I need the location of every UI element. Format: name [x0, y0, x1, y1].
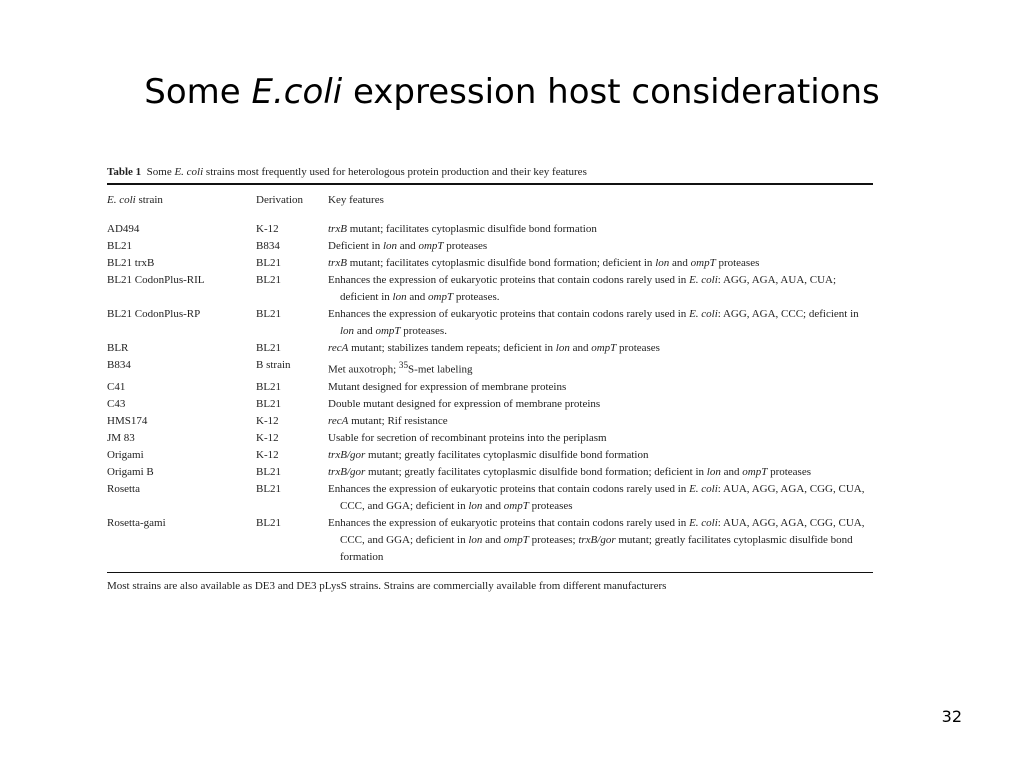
- title-suffix: expression host considerations: [342, 72, 880, 112]
- features-cell: [328, 447, 873, 464]
- feature-text: : AUA, AGG, AGA, CGG, CUA, CCC, and GGA; deficient in: [340, 482, 865, 512]
- feature-text: ompT: [690, 257, 716, 269]
- derivation-cell: BL21: [256, 342, 282, 354]
- table-row: [107, 430, 873, 447]
- features-cell: [328, 272, 873, 306]
- feature-text: and: [406, 291, 428, 303]
- strain-cell: BL21 CodonPlus-RIL: [107, 274, 205, 286]
- table-row: [107, 238, 873, 255]
- features-cell: [328, 340, 873, 357]
- feature-text: and: [669, 257, 691, 269]
- feature-text: and: [569, 342, 592, 354]
- feature-text: mutant; greatly facilitates cytoplasmic disulfide bond formation; deficient in: [365, 465, 707, 478]
- feature-text: and: [397, 240, 419, 252]
- feature-text: mutant; greatly facilitates cytoplasmic disulfide bond formation: [365, 448, 649, 461]
- table-row: [107, 464, 873, 481]
- table-caption-post: strains most frequently used for heterologous protein production and their key features: [203, 166, 587, 178]
- feature-text: proteases: [443, 240, 488, 252]
- feature-text: Double mutant designed for expression of membrane proteins: [328, 397, 601, 410]
- derivation-cell: K-12: [256, 448, 279, 461]
- feature-text: Enhances the expression of eukaryotic proteins that contain codons rarely used in: [328, 482, 690, 495]
- slide-title: [0, 72, 1024, 112]
- feature-text: Enhances the expression of eukaryotic proteins that contain codons rarely used in: [328, 516, 690, 529]
- feature-text: mutant; stabilizes tandem repeats; deficient in: [348, 342, 556, 354]
- feature-text: Usable for secretion of recombinant proteins into the periplasm: [328, 431, 607, 444]
- feature-text: recA: [328, 342, 349, 354]
- features-cell: [328, 464, 873, 481]
- header-features: Key features: [328, 194, 384, 206]
- strain-cell: BLR: [107, 342, 129, 354]
- feature-text: mutant; greatly facilitates cytoplasmic disulfide bond formation: [340, 533, 853, 563]
- header-row: [107, 185, 873, 215]
- header-strain: [107, 185, 256, 215]
- derivation-cell: BL21: [256, 380, 282, 393]
- table-caption-italic: E. coli: [174, 166, 204, 178]
- feature-text: 35: [398, 360, 409, 370]
- table-row: [107, 481, 873, 515]
- strain-cell: BL21 trxB: [107, 257, 155, 269]
- table-footnote: Most strains are also available as DE3 and DE3 pLysS strains. Strains are commercially available from different manufacturers: [107, 579, 667, 592]
- derivation-cell: BL21: [256, 482, 282, 495]
- feature-text: proteases: [715, 257, 760, 269]
- strain-cell: C41: [107, 380, 126, 393]
- table-body: [107, 215, 873, 572]
- feature-text: lon: [382, 240, 398, 252]
- table-row: [107, 272, 873, 306]
- strain-cell: Rosetta-gami: [107, 516, 166, 529]
- strain-table-figure: [107, 163, 873, 594]
- feature-text: Met auxotroph;: [328, 363, 399, 376]
- feature-text: trxB/gor: [328, 465, 366, 478]
- strain-table: [107, 185, 873, 572]
- derivation-cell: K-12: [256, 223, 279, 235]
- table-row: [107, 255, 873, 272]
- feature-text: and: [482, 533, 504, 546]
- table-row: [107, 413, 873, 430]
- strain-cell: AD494: [107, 223, 140, 235]
- header-strain-rest: strain: [135, 194, 163, 206]
- table-caption-label: Table 1: [107, 166, 142, 178]
- features-cell: [328, 379, 873, 396]
- feature-text: ompT: [428, 291, 454, 303]
- table-row: [107, 379, 873, 396]
- strain-cell: Origami: [107, 448, 144, 461]
- feature-text: ompT: [742, 465, 768, 478]
- feature-text: ompT: [503, 499, 529, 512]
- features-cell: [328, 357, 873, 379]
- features-cell: [328, 515, 873, 572]
- feature-text: Mutant designed for expression of membrane proteins: [328, 380, 567, 393]
- feature-text: trxB: [328, 223, 347, 235]
- table-row: [107, 396, 873, 413]
- feature-text: lon: [555, 342, 570, 354]
- derivation-cell: BL21: [256, 465, 282, 478]
- table-row: [107, 447, 873, 464]
- title-prefix: Some: [144, 72, 252, 112]
- feature-text: ompT: [375, 325, 401, 337]
- feature-text: : AGG, AGA, AUA, CUA; deficient in: [340, 274, 837, 303]
- derivation-cell: BL21: [256, 274, 282, 286]
- strain-cell: BL21: [107, 240, 133, 252]
- feature-text: and: [354, 325, 376, 337]
- features-cell: [328, 413, 873, 430]
- feature-text: proteases;: [528, 533, 579, 546]
- derivation-cell: BL21: [256, 516, 282, 529]
- strain-cell: BL21 CodonPlus-RP: [107, 308, 201, 320]
- table-row: [107, 340, 873, 357]
- feature-text: mutant; facilitates cytoplasmic disulfide bond formation: [346, 223, 597, 235]
- feature-text: recA: [328, 414, 349, 427]
- header-derivation: Derivation: [256, 194, 304, 206]
- table-caption: [107, 163, 873, 183]
- feature-text: S-met labeling: [408, 363, 473, 376]
- title-italic: E.coli: [251, 72, 343, 112]
- feature-text: ompT: [418, 240, 444, 252]
- derivation-cell: K-12: [256, 414, 279, 427]
- features-cell: [328, 238, 873, 255]
- feature-text: trxB/gor: [328, 448, 366, 461]
- table-caption-pre: Some: [146, 166, 175, 178]
- derivation-cell: BL21: [256, 257, 282, 269]
- feature-text: mutant; Rif resistance: [348, 414, 448, 427]
- feature-text: Enhances the expression of eukaryotic proteins that contain codons rarely used in: [328, 308, 690, 320]
- feature-text: : AGG, AGA, CCC; deficient in: [717, 308, 859, 320]
- strain-cell: Origami B: [107, 465, 154, 478]
- feature-text: proteases.: [453, 291, 500, 303]
- feature-text: lon: [340, 325, 355, 337]
- strain-cell: Rosetta: [107, 482, 140, 495]
- features-cell: [328, 306, 873, 340]
- feature-text: and: [720, 465, 743, 478]
- feature-text: E. coli: [689, 482, 718, 495]
- table-row: [107, 357, 873, 379]
- table-row: [107, 215, 873, 238]
- feature-text: proteases: [767, 465, 811, 478]
- feature-text: trxB: [328, 257, 347, 269]
- features-cell: [328, 255, 873, 272]
- feature-text: proteases: [528, 499, 573, 512]
- table-row: [107, 306, 873, 340]
- derivation-cell: K-12: [256, 431, 279, 444]
- feature-text: lon: [468, 533, 483, 546]
- header-strain-italic: E. coli: [107, 194, 136, 206]
- feature-text: proteases: [616, 342, 660, 354]
- feature-text: : AUA, AGG, AGA, CGG, CUA, CCC, and GGA; deficient in: [340, 516, 865, 546]
- strain-cell: JM 83: [107, 431, 135, 444]
- feature-text: E. coli: [689, 274, 718, 286]
- feature-text: Enhances the expression of eukaryotic proteins that contain codons rarely used in: [328, 274, 690, 286]
- feature-text: lon: [706, 465, 721, 478]
- derivation-cell: B strain: [256, 359, 291, 371]
- strain-cell: C43: [107, 397, 126, 410]
- feature-text: lon: [655, 257, 670, 269]
- derivation-cell: BL21: [256, 308, 282, 320]
- feature-text: mutant; facilitates cytoplasmic disulfide bond formation; deficient in: [346, 257, 656, 269]
- table-row: [107, 515, 873, 572]
- feature-text: Deficient in: [328, 240, 383, 252]
- strain-cell: HMS174: [107, 414, 148, 427]
- feature-text: and: [482, 499, 504, 512]
- page-number: 32: [941, 707, 962, 726]
- table-header: [107, 185, 873, 215]
- derivation-cell: BL21: [256, 397, 282, 410]
- strain-cell: B834: [107, 359, 131, 371]
- feature-text: lon: [392, 291, 407, 303]
- feature-text: lon: [468, 499, 483, 512]
- features-cell: [328, 396, 873, 413]
- feature-text: proteases.: [400, 325, 447, 337]
- feature-text: E. coli: [689, 516, 718, 529]
- feature-text: trxB/gor: [578, 533, 616, 546]
- features-cell: [328, 481, 873, 515]
- features-cell: [328, 430, 873, 447]
- bottom-rule: [107, 572, 873, 573]
- feature-text: E. coli: [689, 308, 718, 320]
- feature-text: ompT: [503, 533, 529, 546]
- derivation-cell: B834: [256, 240, 280, 252]
- feature-text: ompT: [591, 342, 617, 354]
- features-cell: [328, 215, 873, 238]
